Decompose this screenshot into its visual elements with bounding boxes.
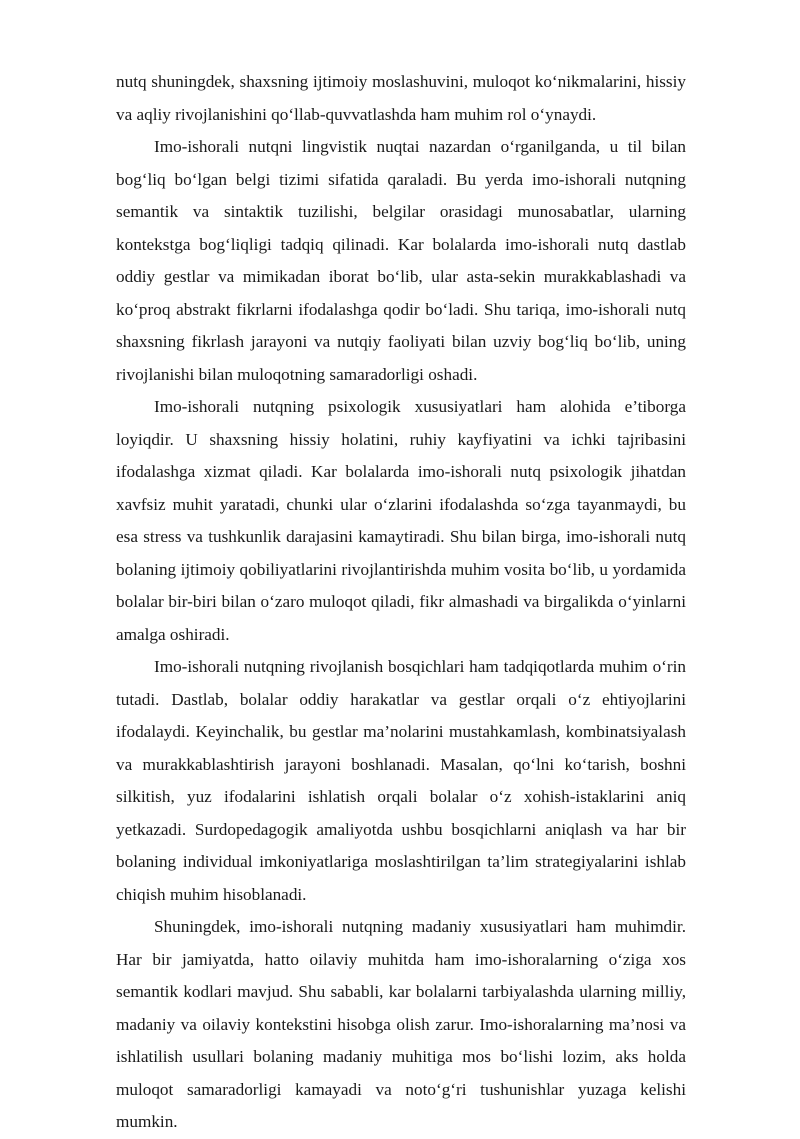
paragraph-1-continuation: nutq shuningdek, shaxsning ijtimoiy moslashuvini, muloqot ko‘nikmalarini, hissiy va aqliy rivojlanishini qo‘llab-quvvatlashda ham muhim rol o‘ynaydi. (116, 72, 686, 124)
document-page (116, 66, 686, 1139)
paragraph-psychological: Imo-ishorali nutqning psixologik xususiyatlari ham alohida e’tiborga loyiqdir. U shaxsning hissiy holatini, ruhiy kayfiyatini va ichki tajribasini ifodalashga xizmat qiladi. Kar bolalarda imo-ishorali nutq psixologik jihatdan xavfsiz muhit yaratadi, chunki ular o‘zlarini ifodalashda so‘zga tayanmaydi, bu esa stress va tushkunlik darajasini kamaytiradi. Shu bilan birga, imo-ishorali nutq bolaning ijtimoiy qobiliyatlarini rivojlantirishda muhim vosita bo‘lib, u yordamida bolalar bir-biri bilan o‘zaro muloqot qiladi, fikr almashadi va birgalikda o‘yinlarni amalga oshiradi. (116, 397, 686, 644)
paragraph-development-stages: Imo-ishorali nutqning rivojlanish bosqichlari ham tadqiqotlarda muhim o‘rin tutadi. Dastlab, bolalar oddiy harakatlar va gestlar orqali o‘z ehtiyojlarini ifodalaydi. Keyinchalik, bu gestlar ma’nolarini mustahkamlash, kombinatsiyalash va murakkablashtirish jarayoni boshlanadi. Masalan, qo‘lni ko‘tarish, boshni silkitish, yuz ifodalarini ishlatish orqali bolalar o‘z xohish-istaklarini aniq yetkazadi. Surdopedagogik amaliyotda ushbu bosqichlarni aniqlash va har bir bolaning individual imkoniyatlariga moslashtirilgan ta’lim strategiyalarini ishlab chiqish muhim hisoblanadi. (116, 657, 686, 904)
paragraph-linguistic: Imo-ishorali nutqni lingvistik nuqtai nazardan o‘rganilganda, u til bilan bog‘liq bo‘lgan belgi tizimi sifatida qaraladi. Bu yerda imo-ishorali nutqning semantik va sintaktik tuzilishi, belgilar orasidagi munosabatlar, ularning kontekstga bog‘liqligi tadqiq qilinadi. Kar bolalarda imo-ishorali nutq dastlab oddiy gestlar va mimikadan iborat bo‘lib, ular asta-sekin murakkablashadi va ko‘proq abstrakt fikrlarni ifodalashga qodir bo‘ladi. Shu tariqa, imo-ishorali nutq shaxsning fikrlash jarayoni va nutqiy faoliyati bilan uzviy bog‘liq bo‘lib, uning rivojlanishi bilan muloqotning samaradorligi oshadi. (116, 137, 686, 384)
paragraph-cultural: Shuningdek, imo-ishorali nutqning madaniy xususiyatlari ham muhimdir. Har bir jamiyatda, hatto oilaviy muhitda ham imo-ishoralarning o‘ziga xos semantik kodlari mavjud. Shu sababli, kar bolalarni tarbiyalashda ularning milliy, madaniy va oilaviy kontekstini hisobga olish zarur. Imo-ishoralarning ma’nosi va ishlatilish usullari bolaning madaniy muhitiga mos bo‘lishi lozim, aks holda muloqot samaradorligi kamayadi va noto‘g‘ri tushunishlar yuzaga kelishi mumkin. (116, 917, 686, 1131)
